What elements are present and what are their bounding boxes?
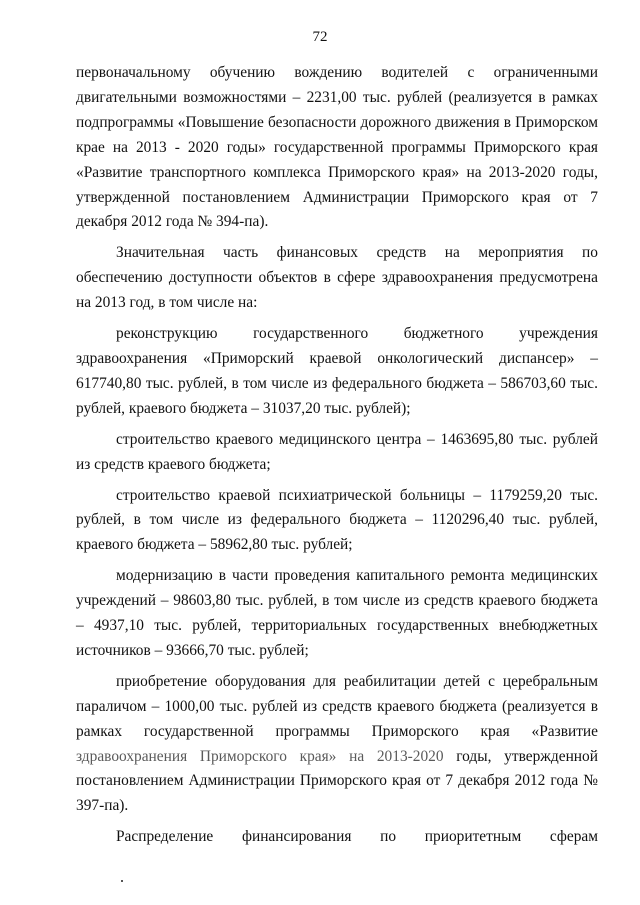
document-body — [76, 61, 598, 856]
paragraph-healthcare-intro — [76, 241, 598, 316]
paragraph-text: первоначальному обучению вождению водителей с ограниченными двигательными возможностями – 2231,00 тыс. рублей (реализуется в рамках подпрограммы «Повышение безопасности дорожного движения в Приморском крае на 2013 - 2020 годы» государственной программы Приморского края «Развитие транспортного комплекса Приморского края» на 2013-2020 годы, утвержденной постановлением Администрации Приморского края от 7 декабря 2012 года № 394-па). — [76, 64, 598, 231]
paragraph-text: годы, утвержденной постановлением Администрации Приморского края от 7 декабря 2012 года № 397-па). — [76, 747, 598, 815]
paragraph-text: модернизацию в части проведения капитального ремонта медицинских учреждений – 98603,80 тыс. рублей, в том числе из средств краевого бюджета – 4937,10 тыс. рублей, территориальных государственных внебюджетных источников – 93666,70 тыс. рублей; — [76, 567, 598, 659]
paragraph-text: Значительная часть финансовых средств на мероприятия по обеспечению доступности объектов в сфере здравоохранения предусмотрена на 2013 год, в том числе на: — [76, 244, 598, 312]
paragraph-text: строительство краевого медицинского центра – 1463695,80 тыс. рублей из средств краевого бюджета; — [76, 430, 598, 473]
page-number: 72 — [312, 29, 328, 45]
paragraph-text-faint: здравоохранения Приморского края» на 2013-2020 — [76, 747, 444, 765]
paragraph-psychiatric-hospital — [76, 484, 598, 559]
paragraph-oncology-dispensary — [76, 322, 598, 422]
scan-speck — [121, 880, 123, 882]
paragraph-text: строительство краевой психиатрической больницы – 1179259,20 тыс. рублей, в том числе из федерального бюджета – 1120296,40 тыс. рублей, краевого бюджета – 58962,80 тыс. рублей; — [76, 486, 598, 554]
paragraph-text: реконструкцию государственного бюджетного учреждения здравоохранения «Приморский краевой онкологический диспансер» – 617740,80 тыс. рублей, в том числе из федерального бюджета – 586703,60 тыс. рублей, краевого бюджета – 31037,20 тыс. рублей); — [76, 325, 598, 417]
paragraph-text: приобретение оборудования для реабилитации детей с церебральным параличом – 1000,00 тыс. рублей из средств краевого бюджета (реализуется в рамках государственной программы Приморского края «Развитие — [76, 672, 598, 740]
paragraph-rehabilitation-equipment — [76, 670, 598, 819]
paragraph-driving-training — [76, 61, 598, 235]
paragraph-modernization — [76, 564, 598, 664]
paragraph-funding-distribution — [76, 825, 598, 850]
paragraph-text: Распределение финансирования по приоритетным сферам — [116, 828, 598, 846]
paragraph-medical-center — [76, 428, 598, 478]
